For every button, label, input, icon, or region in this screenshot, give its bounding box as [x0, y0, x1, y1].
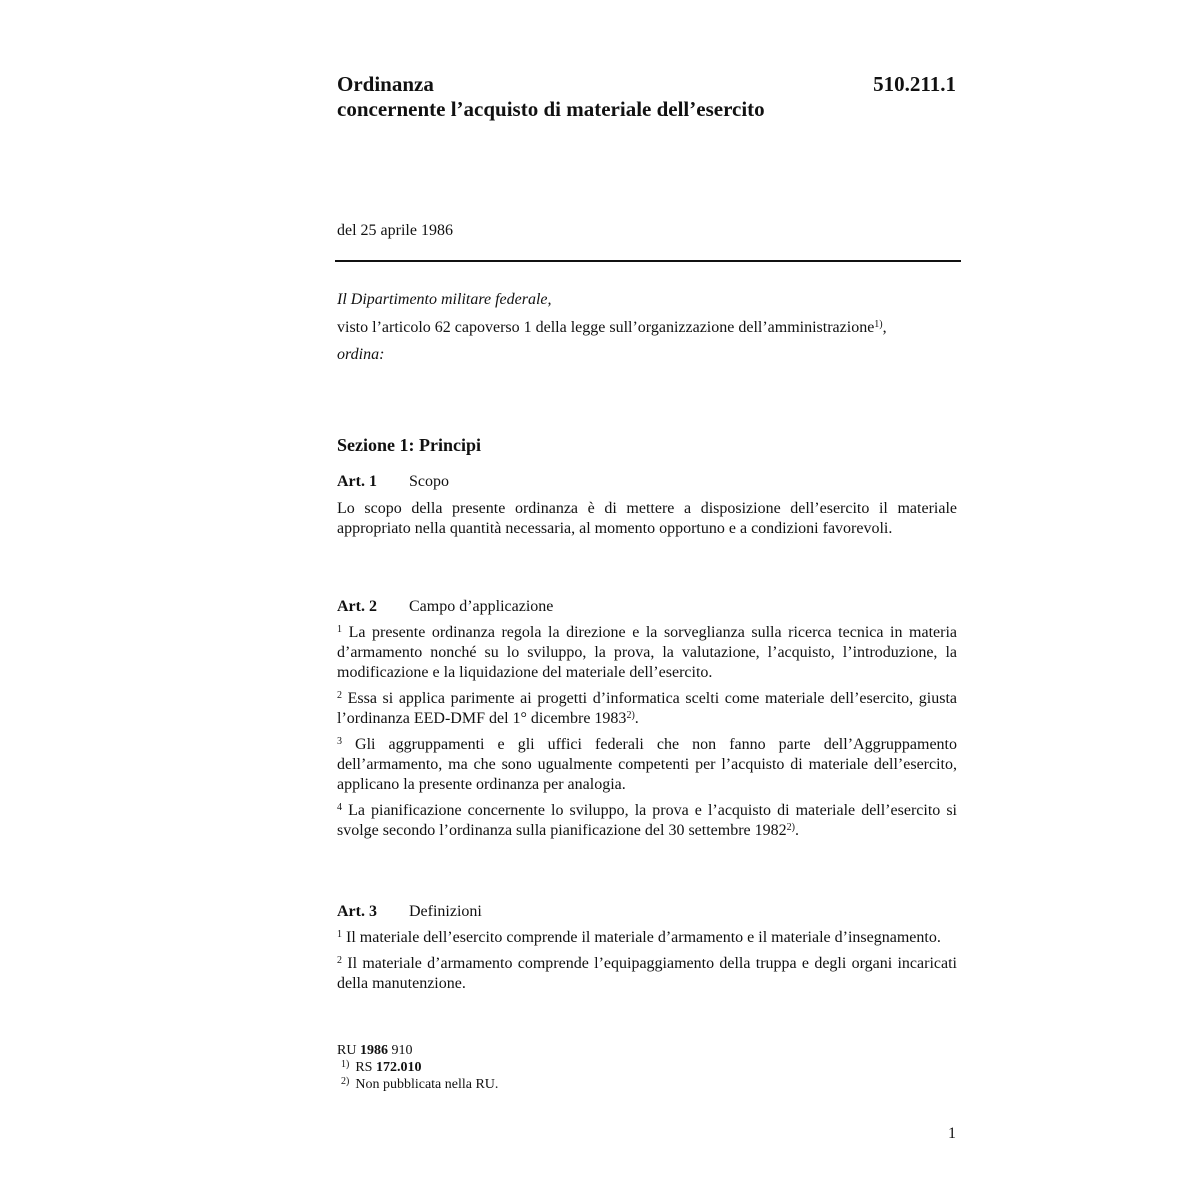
article-2 [337, 597, 957, 841]
article-number: Art. 2 [337, 598, 377, 615]
article-number: Art. 1 [337, 473, 377, 490]
ru-year: 1986 [359, 1043, 388, 1058]
paragraph-number: 1 [337, 624, 342, 635]
ru-page: 910 [391, 1043, 413, 1058]
paragraph-end: . [634, 710, 639, 727]
paragraph-number: 3 [337, 736, 342, 747]
article-heading [337, 472, 957, 492]
footnote-ref: 2) [786, 822, 795, 833]
preamble-basis-end: , [882, 319, 887, 336]
paragraph-number: 1 [337, 929, 342, 940]
paragraph-text: Essa si applica parimente ai progetti d’informatica scelti come materiale dell’esercito, giusta l’ordinanza EED-DMF del 1° dicembre 1983 [337, 690, 958, 727]
preamble-basis-text: visto l’articolo 62 capoverso 1 della legge sull’organizzazione dell’amministrazione [337, 319, 875, 336]
footnote-2 [337, 1076, 737, 1093]
paragraph-text: Il materiale d’armamento comprende l’equipaggiamento della truppa e degli organi incaricati della manutenzione. [337, 955, 957, 992]
article-1 [337, 472, 957, 539]
article-heading [337, 902, 957, 922]
footnote-text: Non pubblicata nella RU. [355, 1077, 499, 1092]
article-paragraph [337, 689, 957, 729]
header-divider [335, 260, 961, 262]
document-date: del 25 aprile 1986 [337, 222, 453, 239]
article-paragraph [337, 735, 957, 795]
article-3 [337, 902, 957, 994]
footnote-mark: 1) [341, 1059, 350, 1070]
publication-reference [337, 1042, 737, 1059]
article-paragraph [337, 801, 957, 841]
paragraph-text: La pianificazione concernente lo sviluppo, la prova e l’acquisto di materiale dell’esercito si svolge secondo l’ordinanza sulla pianificazione del 30 settembre 1982 [337, 802, 957, 839]
footnote-1 [337, 1059, 737, 1076]
article-title: Campo d’applicazione [409, 598, 554, 615]
paragraph-text: La presente ordinanza regola la direzione e la sorveglianza sulla ricerca tecnica in materia d’armamento nonché su lo sviluppo, la prova, la valutazione, l’acquisto, l’introduzione, la modificazione e la liquidazione del materiale dell’esercito. [337, 624, 958, 681]
preamble-department: Il Dipartimento militare federale, [337, 291, 552, 308]
paragraph-text: Il materiale dell’esercito comprende il materiale d’armamento e il materiale d’insegnamento. [346, 929, 941, 946]
document-title [337, 72, 857, 122]
preamble-basis [337, 318, 961, 338]
article-paragraph: Lo scopo della presente ordinanza è di mettere a disposizione dell’esercito il materiale appropriato nella quantità necessaria, al momento opportuno e a condizioni favorevoli. [337, 500, 957, 537]
article-paragraph [337, 623, 957, 683]
ru-prefix: RU [337, 1043, 357, 1058]
title-line-2: concernente l’acquisto di materiale dell’esercito [337, 97, 765, 121]
paragraph-number: 4 [337, 802, 342, 813]
article-heading [337, 597, 957, 617]
footnote-prefix: RS [355, 1060, 373, 1075]
footnotes [337, 1042, 737, 1093]
article-paragraph [337, 954, 957, 994]
article-title: Definizioni [409, 903, 482, 920]
section-title: Sezione 1: Principi [337, 435, 481, 455]
footnote-mark: 2) [341, 1076, 350, 1087]
preamble-orders: ordina: [337, 346, 385, 363]
footnote-reference: 172.010 [375, 1060, 422, 1075]
paragraph-end: . [794, 822, 799, 839]
preamble [337, 290, 961, 365]
title-line-1: Ordinanza [337, 72, 434, 96]
article-number: Art. 3 [337, 903, 377, 920]
footnote-ref: 2) [626, 710, 635, 721]
paragraph-number: 2 [337, 955, 342, 966]
footnote-ref: 1) [874, 319, 883, 330]
paragraph-text: Gli aggruppamenti e gli uffici federali che non fanno parte dell’Aggruppamento dell’armamento, ma che sono ugualmente competenti per l’acquisto di materiale dell’esercito, applicano la presente ordinanza per analogia. [337, 736, 957, 793]
article-title: Scopo [409, 473, 449, 490]
document-number: 510.211.1 [873, 72, 956, 96]
paragraph-number: 2 [337, 690, 342, 701]
page-number: 1 [948, 1125, 956, 1142]
article-paragraph [337, 928, 957, 948]
